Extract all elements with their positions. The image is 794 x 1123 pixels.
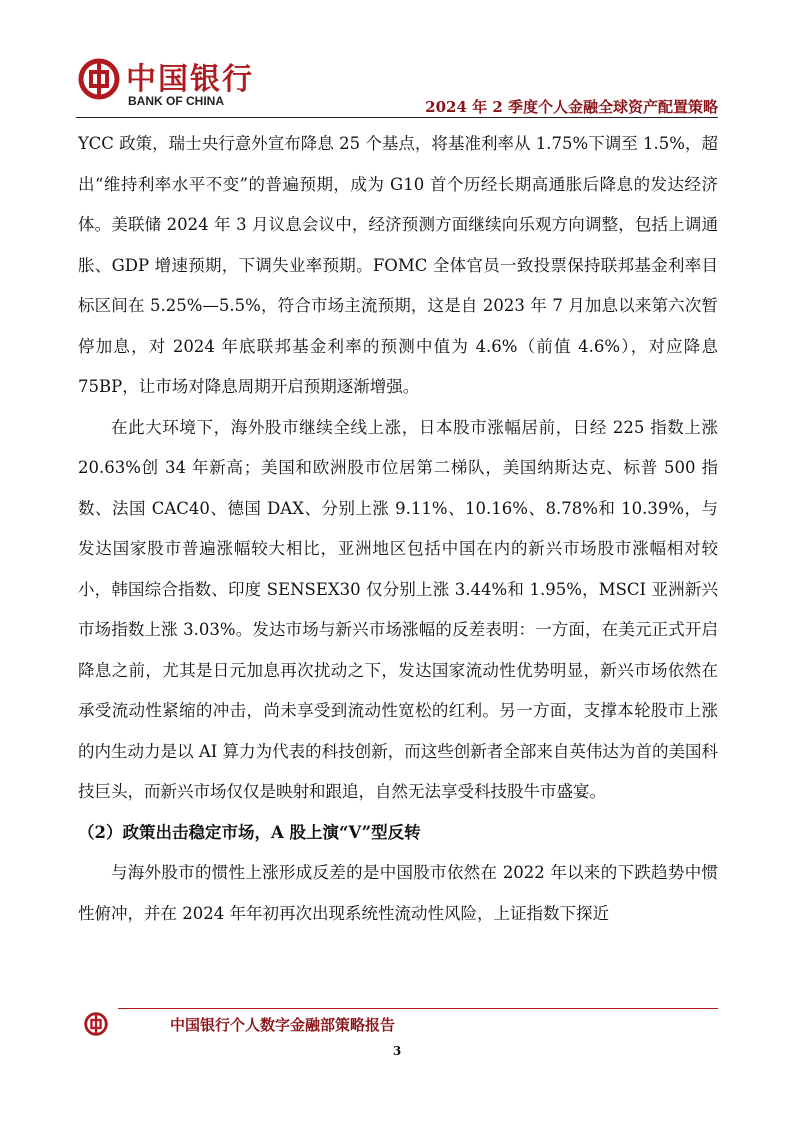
paragraph-market-overview: 在此大环境下，海外股市继续全线上涨，日本股市涨幅居前，日经 225 指数上涨 20.63%创 34 年新高；美国和欧洲股市位居第二梯队，美国纳斯达克、标普 500 指数、法国 CAC40、德国 DAX、分别上涨 9.11%、10.16%、8.78%和 10.39%，与发达国家股市普遍涨幅较大相比，亚洲地区包括中国在内的新兴市场股市涨幅相对较小，韩国综合指数、印度 SENSEX30 仅分别上涨 3.44%和 1.95%，MSCI 亚洲新兴市场指数上涨 3.03%。发达市场与新兴市场涨幅的反差表明：一方面，在美元正式开启降息之前，尤其是日元加息再次扰动之下，发达国家流动性优势明显，新兴市场依然在承受流动性紧缩的冲击，尚未享受到流动性宽松的红利。另一方面，支撑本轮股市上涨的内生动力是以 AI 算力为代表的科技创新，而这些创新者全部来自英伟达为首的美国科技巨头，而新兴市场仅仅是映射和跟追，自然无法享受科技股牛市盛宴。 — [78, 417, 718, 801]
document-body — [78, 124, 718, 934]
footer-divider — [118, 1008, 718, 1009]
footer-report-name: 中国银行个人数字金融部策略报告 — [170, 1016, 396, 1034]
footer-logo-icon — [84, 1012, 108, 1036]
brand-name-english: BANK OF CHINA — [128, 94, 224, 108]
paragraph-continued: YCC 政策，瑞士央行意外宣布降息 25 个基点，将基准利率从 1.75%下调至 1.5%，超出“维持利率水平不变”的普遍预期，成为 G10 首个历经长期高通胀后降息的发达经济体。美联储 2024 年 3 月议息会议中，经济预测方面继续向乐观方向调整，包括上调通胀、GDP 增速预期，下调失业率预期。FOMC 全体官员一致投票保持联邦基金利率目标区间在 5.25%—5.5%，符合市场主流预期，这是自 2023 年 7 月加息以来第六次暂停加息，对 2024 年底联邦基金利率的预测中值为 4.6%（前值 4.6%），对应降息 75BP，让市场对降息周期开启预期逐渐增强。 — [78, 134, 718, 396]
section-heading: （2）政策出击稳定市场，A 股上演“V”型反转 — [78, 822, 421, 842]
paragraph-a-share: 与海外股市的惯性上涨形成反差的是中国股市依然在 2022 年以来的下跌趋势中惯性俯冲，并在 2024 年年初再次出现系统性流动性风险，上证指数下探近 — [78, 863, 718, 923]
bank-of-china-logo-icon — [78, 58, 120, 100]
report-title: 2024 年 2 季度个人金融全球资产配置策略 — [425, 98, 718, 116]
brand-name-chinese: 中国银行 — [126, 62, 254, 97]
header-divider — [76, 117, 718, 118]
page-header — [0, 0, 794, 120]
page-number: 3 — [392, 1044, 402, 1058]
